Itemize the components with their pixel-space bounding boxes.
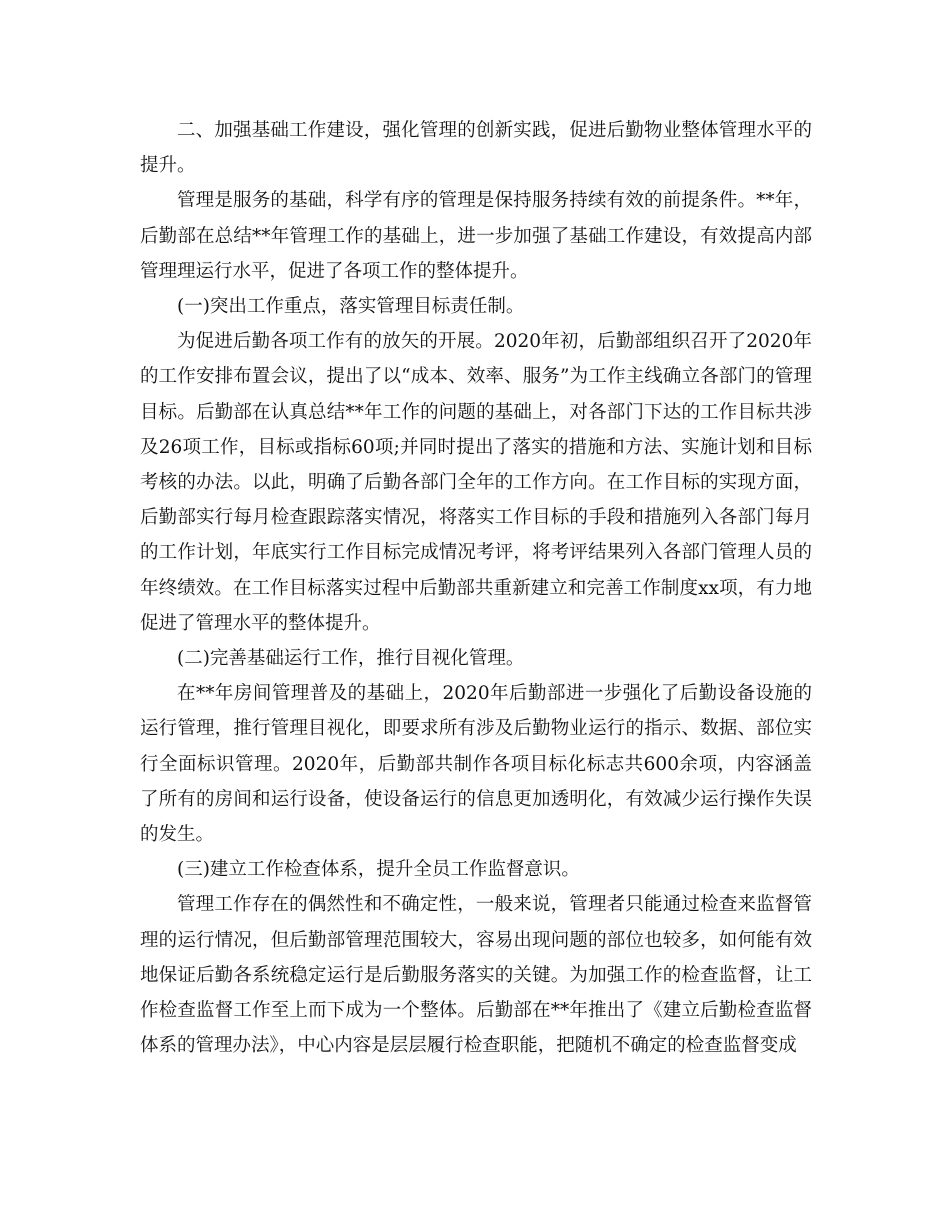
paragraph: 为促进后勤各项工作有的放矢的开展。2020年初，后勤部组织召开了2020年的工作安排布置会议，提出了以“成本、效率、服务”为工作主线确立各部门的管理目标。后勤部在认真总结**年工作的问题的基础上，对各部门下达的工作目标共涉及26项工作，目标或指标60项;并同时提出了落实的措施和方法、实施计划和目标考核的办法。以此，明确了后勤各部门全年的工作方向。在工作目标的实现方面，后勤部实行每月检查跟踪落实情况，将落实工作目标的手段和措施列入各部门每月的工作计划，年底实行工作目标完成情况考评，将考评结果列入各部门管理人员的年终绩效。在工作目标落实过程中后勤部共重新建立和完善工作制度xx项，有力地促进了管理水平的整体提升。 xyxy=(140,331,812,634)
subsection-heading: (三)建立工作检查体系，提升全员工作监督意识。 xyxy=(177,859,580,881)
paragraph: 管理工作存在的偶然性和不确定性，一般来说，管理者只能通过检查来监督管理的运行情况，但后勤部管理范围较大，容易出现问题的部位也较多，如何能有效地保证后勤各系统稳定运行是后勤服务落实的关键。为加强工作的检查监督，让工作检查监督工作至上而下成为一个整体。后勤部在**年推出了《建立后勤检查监督体系的管理办法》，中心内容是层层履行检查职能，把随机不确定的检查监督变成 xyxy=(140,894,812,1057)
document-body xyxy=(140,113,812,1063)
paragraph: 管理是服务的基础，科学有序的管理是保持服务持续有效的前提条件。**年，后勤部在总结**年管理工作的基础上，进一步加强了基础工作建设，有效提高内部管理理运行水平，促进了各项工作的整体提升。 xyxy=(140,190,812,282)
section-heading: 二、加强基础工作建设，强化管理的创新实践，促进后勤物业整体管理水平的提升。 xyxy=(140,120,812,177)
paragraph: 在**年房间管理普及的基础上，2020年后勤部进一步强化了后勤设备设施的运行管理，推行管理目视化，即要求所有涉及后勤物业运行的指示、数据、部位实行全面标识管理。2020年，后勤部共制作各项目标化标志共600余项，内容涵盖了所有的房间和运行设备，使设备运行的信息更加透明化，有效减少运行操作失误的发生。 xyxy=(140,683,812,846)
subsection-heading: (一)突出工作重点，落实管理目标责任制。 xyxy=(177,296,525,318)
subsection-heading: (二)完善基础运行工作，推行目视化管理。 xyxy=(177,648,525,670)
